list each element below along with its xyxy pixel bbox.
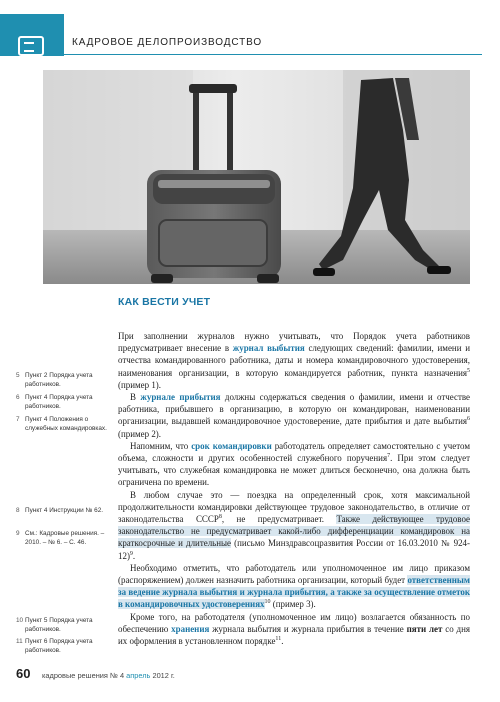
- note-text: Пункт 4 Положения о служебных командировках.: [25, 416, 107, 432]
- note-number: 10: [16, 617, 24, 624]
- note-6: [16, 394, 111, 411]
- issue-month: апрель: [126, 671, 151, 680]
- text-run: со дня их оформления в установленном порядке: [118, 623, 470, 647]
- bold-term: пяти лет: [406, 623, 443, 634]
- footnote-ref: 5: [467, 367, 470, 374]
- note-10: [16, 617, 111, 634]
- section-tab: [0, 14, 64, 56]
- text-run: (пример 2).: [118, 428, 162, 439]
- text-run: . При этом следует учитывать, что служебная командировка не может длиться бесконечно, она должна быть ограничена по времени.: [118, 453, 470, 488]
- note-text: Пункт 6 Порядка учета работников.: [25, 638, 93, 654]
- magazine-name: кадровые решения № 4: [42, 671, 125, 680]
- text-run: работодатель определяет самостоятельно с учетом объема, сложности и других особенностей служебного поручения: [118, 440, 471, 464]
- footnote-ref: 9: [129, 550, 133, 557]
- note-text: Пункт 4 Инструкции № 62.: [25, 507, 104, 514]
- footnote-ref: 10: [264, 599, 271, 606]
- footnote-ref: 7: [387, 453, 391, 460]
- paragraph-1: [118, 330, 470, 391]
- page-header: [0, 0, 500, 60]
- header-title: КАДРОВОЕ ДЕЛОПРОИЗВОДСТВО: [72, 37, 263, 48]
- note-text: Пункт 4 Порядка учета работников.: [25, 394, 93, 410]
- note-text: См.: Кадровые решения. – 2010. – № 6. – С. 46.: [25, 530, 105, 546]
- footnote-ref: 6: [467, 416, 470, 423]
- paragraph-5: [118, 562, 470, 611]
- text-run: При заполнении журналов нужно учитывать, что Порядок учета работников предусматривает внесение в: [118, 331, 470, 354]
- page-footer: [16, 666, 484, 690]
- highlight-term: срок командировки: [191, 440, 272, 451]
- paragraph-4: [118, 489, 470, 562]
- issue-year: 2012 г.: [152, 671, 175, 680]
- text-run: (пример 1).: [118, 379, 162, 390]
- note-number: 7: [16, 416, 20, 423]
- footnote-ref: 11: [275, 636, 282, 643]
- photo-illustration: [43, 70, 470, 284]
- text-run: В любом случае это — поездка на определенный срок, хотя максимальной продолжительности командировки действующее трудовое законодательство, в отличие от законодательства СССР: [118, 489, 470, 525]
- note-number: 5: [16, 372, 20, 379]
- highlight-term: хранения: [171, 623, 210, 634]
- suitcase-photo: [43, 70, 470, 284]
- text-run: журнала выбытия и журнала прибытия в течение: [209, 623, 407, 634]
- note-text: Пункт 5 Порядка учета работников.: [25, 617, 93, 633]
- note-number: 8: [16, 507, 20, 514]
- note-7: [16, 416, 111, 433]
- text-run: Кроме того, на работодателя (уполномоченное им лицо) возлагается обязанность по обеспечению: [118, 611, 470, 634]
- article-body: [118, 292, 470, 647]
- note-11: [16, 638, 111, 655]
- text-run: (пример 3).: [270, 599, 316, 610]
- note-number: 11: [16, 638, 23, 645]
- highlight-term: журнале прибытия: [140, 392, 221, 403]
- text-run: следующих сведений: фамилии, имени и отчества командированного работника, даты и номера командировочного удостоверения, наименования организации, в которую командируется работник, пункта назначения: [118, 343, 470, 378]
- text-run: Напомним, что: [130, 440, 192, 451]
- paragraph-3: [118, 440, 470, 489]
- paragraph-2: [118, 391, 470, 440]
- highlight-term: журнал выбытия: [232, 343, 305, 354]
- paragraph-6: [118, 611, 470, 648]
- text-run: , не предусматривает.: [221, 514, 337, 525]
- text-run: .: [281, 636, 284, 647]
- note-8: [16, 507, 111, 516]
- text-run: .: [132, 550, 136, 561]
- text-run: должны содержаться сведения о фамилии, имени и отчестве работника, прибывшего в организацию, в которую он командирован, наименовании организации, выдавшей командировочное удостоверение, дате прибытия и дате выбытия: [118, 392, 470, 427]
- note-text: Пункт 2 Порядка учета работников.: [25, 372, 93, 388]
- footer-brand: [42, 671, 175, 680]
- page-number: 60: [16, 666, 31, 681]
- text-run: (письмо Минздравсоцразвития России от 16.03.2010 № 924-12): [118, 538, 470, 561]
- highlighted-passage: Также действующее трудовое законодательство не предусматривает какой-либо дифференциации командировок на краткосрочные и длительные: [118, 514, 471, 549]
- footnote-ref: 8: [218, 514, 222, 521]
- note-5: [16, 372, 111, 389]
- note-number: 9: [16, 530, 20, 537]
- document-icon: [18, 36, 44, 56]
- note-number: 6: [16, 394, 20, 401]
- text-run: В: [130, 392, 141, 403]
- note-9: [16, 530, 111, 547]
- text-run: Необходимо отметить, что работодатель или уполномоченное им лицо приказом (распоряжением) должен назначить работника организации, который будет: [118, 562, 470, 586]
- highlight-term: ответственным за ведение журнала выбытия и журнала прибытия, а также за осуществление отметок в командировочных удостоверениях: [118, 575, 470, 610]
- section-heading: КАК ВЕСТИ УЧЕТ: [118, 296, 211, 308]
- header-rule: [64, 54, 482, 55]
